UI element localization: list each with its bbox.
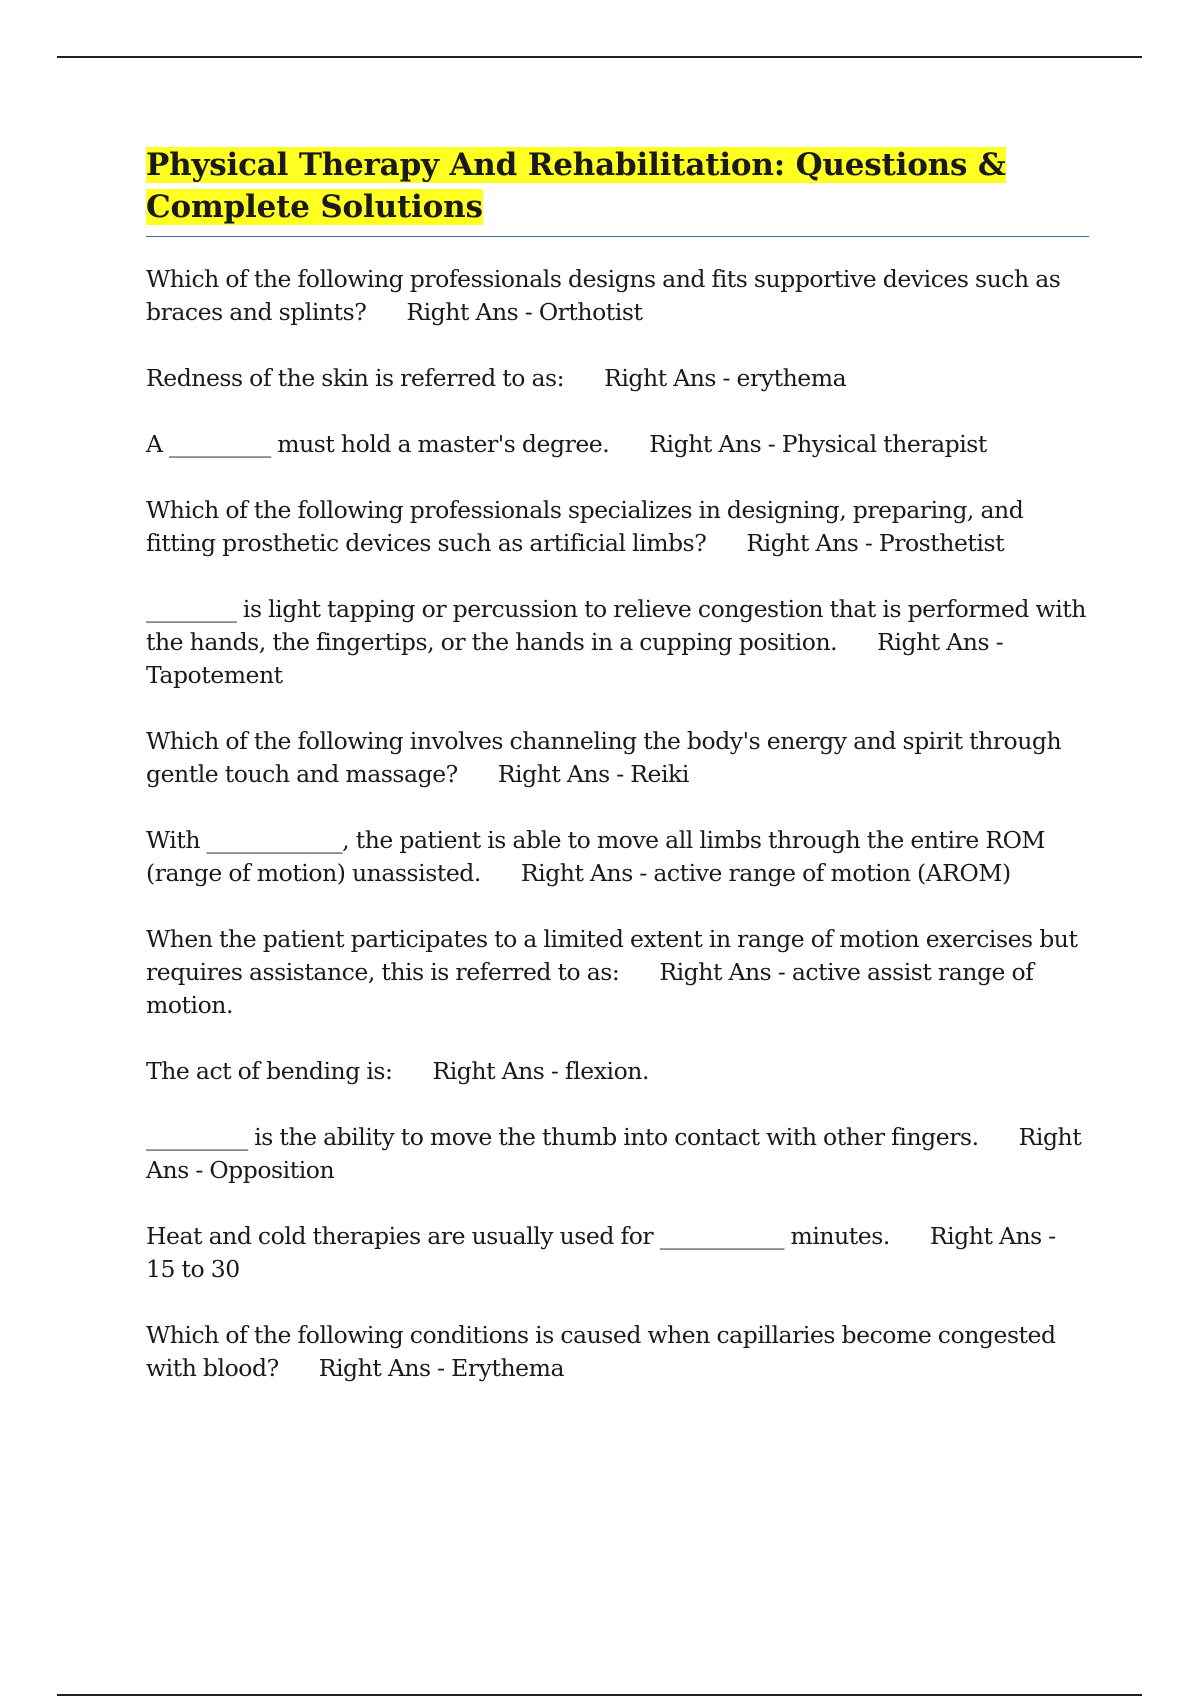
question-text: A _________ must hold a master's degree. bbox=[146, 430, 610, 458]
title-highlight: Physical Therapy And Rehabilitation: Questions & Complete Solutions bbox=[146, 147, 1006, 225]
question-list bbox=[146, 263, 1091, 1385]
question-item bbox=[146, 362, 1091, 395]
question-text: ________ is light tapping or percussion to relieve congestion that is performed with the hands, the fingertips, or the hands in a cupping position. bbox=[146, 595, 1086, 656]
question-text: Heat and cold therapies are usually used for ___________ minutes. bbox=[146, 1222, 890, 1250]
title-underline bbox=[146, 236, 1089, 237]
answer-text: Right Ans - Erythema bbox=[318, 1354, 565, 1382]
answer-text: Right Ans - Physical therapist bbox=[649, 430, 987, 458]
page-footer-rule bbox=[57, 1694, 1142, 1696]
question-item bbox=[146, 1055, 1091, 1088]
question-item bbox=[146, 1121, 1091, 1187]
question-text: Which of the following professionals designs and fits supportive devices such as braces and splints? bbox=[146, 265, 1061, 326]
question-item bbox=[146, 263, 1091, 329]
question-item bbox=[146, 1220, 1091, 1286]
document-title bbox=[146, 144, 1091, 228]
question-text: _________ is the ability to move the thumb into contact with other fingers. bbox=[146, 1123, 979, 1151]
answer-text: Right Ans - Tapotement bbox=[146, 628, 1004, 689]
question-item bbox=[146, 725, 1091, 791]
question-item bbox=[146, 923, 1091, 1022]
document-body bbox=[146, 144, 1091, 1418]
question-text: Which of the following conditions is caused when capillaries become congested with blood? bbox=[146, 1321, 1056, 1382]
question-item bbox=[146, 1319, 1091, 1385]
answer-text: Right Ans - active assist range of motion. bbox=[146, 958, 1034, 1019]
question-item bbox=[146, 428, 1091, 461]
question-item bbox=[146, 494, 1091, 560]
question-item bbox=[146, 824, 1091, 890]
question-item bbox=[146, 593, 1091, 692]
page-header-rule bbox=[57, 56, 1142, 58]
answer-text: Right Ans - Opposition bbox=[146, 1123, 1082, 1184]
question-text: Which of the following professionals specializes in designing, preparing, and fitting prosthetic devices such as artificial limbs? bbox=[146, 496, 1024, 557]
answer-text: Right Ans - flexion. bbox=[432, 1057, 649, 1085]
question-text: The act of bending is: bbox=[146, 1057, 393, 1085]
answer-text: Right Ans - Reiki bbox=[497, 760, 689, 788]
question-text: When the patient participates to a limited extent in range of motion exercises but requires assistance, this is referred to as: bbox=[146, 925, 1078, 986]
question-text: Redness of the skin is referred to as: bbox=[146, 364, 565, 392]
question-text: With ____________, the patient is able to move all limbs through the entire ROM (range of motion) unassisted. bbox=[146, 826, 1045, 887]
answer-text: Right Ans - erythema bbox=[604, 364, 847, 392]
answer-text: Right Ans - Orthotist bbox=[406, 298, 643, 326]
answer-text: Right Ans - active range of motion (AROM) bbox=[520, 859, 1011, 887]
answer-text: Right Ans - Prosthetist bbox=[746, 529, 1005, 557]
answer-text: Right Ans - 15 to 30 bbox=[146, 1222, 1056, 1283]
question-text: Which of the following involves channeling the body's energy and spirit through gentle touch and massage? bbox=[146, 727, 1062, 788]
